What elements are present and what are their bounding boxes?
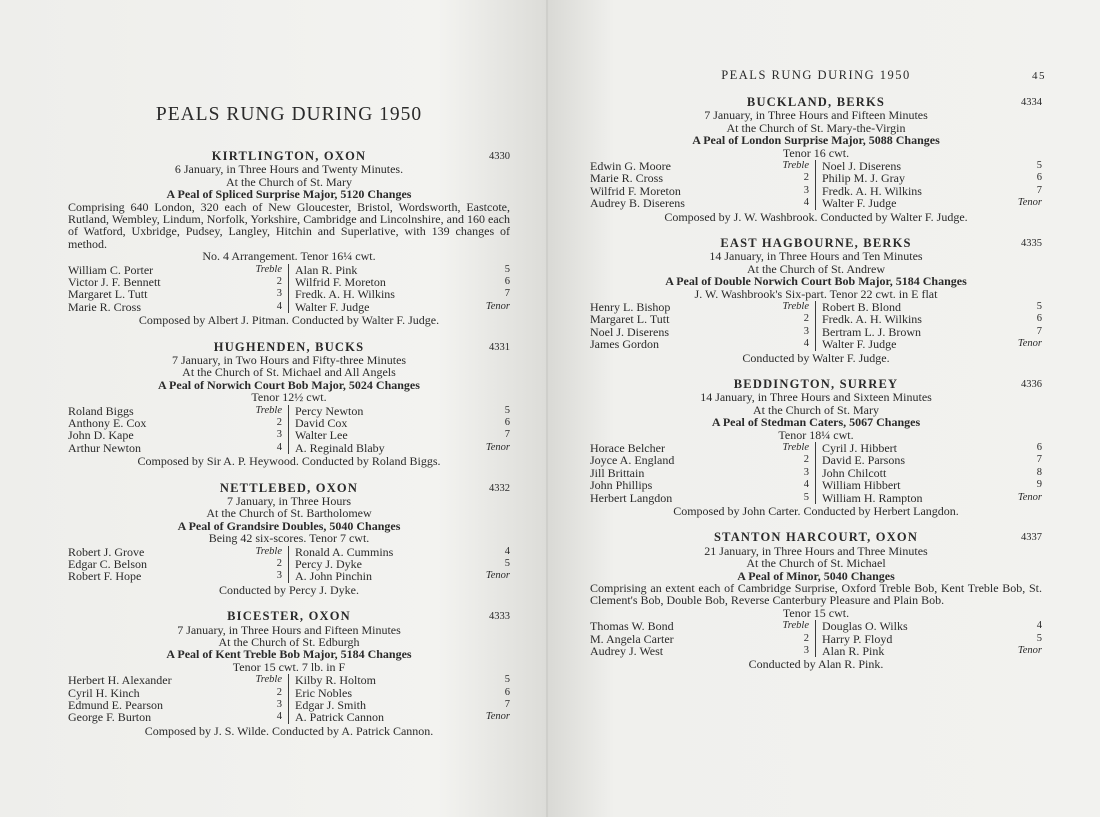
ringer-name: Marie R. Cross	[68, 299, 141, 314]
ringer-name: Percy Newton	[295, 403, 364, 418]
peal-date-line: 21 January, in Three Hours and Three Minutes	[704, 543, 928, 558]
ringer-bell: 5	[1036, 632, 1042, 644]
ringer-name: Roland Biggs	[68, 403, 134, 418]
ringer-bell: Tenor	[485, 300, 510, 312]
ringers-table	[590, 442, 1042, 504]
peal-number: 4333	[489, 611, 510, 623]
peal-heading	[68, 150, 510, 162]
ringers-column	[289, 546, 510, 583]
peal-heading	[68, 482, 510, 494]
ringer-name: John Chilcott	[822, 465, 887, 480]
ringer-row	[590, 492, 809, 504]
peal-date-line: 7 January, in Three Hours and Fifteen Minutes	[177, 622, 401, 637]
right-peal-list	[590, 96, 1042, 671]
ringer-row	[295, 442, 510, 454]
ringer-bell: 3	[276, 288, 282, 300]
ringer-bell: 5	[803, 491, 809, 503]
ringer-bell: Tenor	[485, 441, 510, 453]
ringers-column	[816, 160, 1042, 210]
ringer-name: Noel J. Diserens	[590, 324, 669, 339]
ringer-bell: 2	[276, 417, 282, 429]
ringer-row	[590, 338, 809, 350]
ringer-bell: 3	[803, 466, 809, 478]
ringer-row	[822, 492, 1042, 504]
peal-record	[68, 482, 510, 597]
ringer-bell: Treble	[782, 160, 809, 172]
ringer-name: Walter F. Judge	[822, 196, 897, 211]
ringer-bell: Treble	[255, 674, 282, 686]
ringers-column	[816, 620, 1042, 657]
ringer-name: Walter F. Judge	[822, 337, 897, 352]
ringer-name: Margaret L. Tutt	[68, 287, 148, 302]
ringer-name: William Hibbert	[822, 478, 901, 493]
ringer-row	[590, 620, 809, 632]
ringer-bell: 4	[276, 711, 282, 723]
ringer-row	[590, 479, 809, 491]
ringer-name: Eric Nobles	[295, 685, 352, 700]
ringer-name: John D. Kape	[68, 428, 134, 443]
ringer-bell: 7	[504, 288, 510, 300]
ringer-bell: 9	[1036, 479, 1042, 491]
ringer-name: John Phillips	[590, 478, 653, 493]
peal-place: BEDDINGTON, SURREY	[733, 377, 899, 391]
ringer-bell: 5	[1036, 301, 1042, 313]
peal-number: 4337	[1021, 532, 1042, 544]
ringers-table	[590, 301, 1042, 351]
ringer-name: James Gordon	[590, 337, 659, 352]
peal-church: At the Church of St. Michael and All Angels	[182, 365, 396, 380]
ringer-bell: 4	[1036, 620, 1042, 632]
peal-place: BUCKLAND, BERKS	[746, 95, 886, 109]
ringer-name: A. Patrick Cannon	[295, 710, 384, 725]
peal-date-line: 14 January, in Three Hours and Sixteen Minutes	[700, 390, 932, 405]
ringer-name: Audrey J. West	[590, 644, 664, 659]
ringer-name: M. Angela Carter	[590, 631, 674, 646]
ringer-bell: 6	[1036, 313, 1042, 325]
peal-method: A Peal of London Surprise Major, 5088 Changes	[692, 133, 940, 148]
ringers-column	[590, 301, 816, 351]
peal-record	[68, 341, 510, 468]
ringer-name: George F. Burton	[68, 710, 152, 725]
peal-number: 4332	[489, 482, 510, 494]
peal-place: BICESTER, OXON	[227, 609, 351, 624]
ringer-bell: 7	[504, 429, 510, 441]
ringers-table	[68, 546, 510, 583]
ringer-row	[822, 479, 1042, 491]
ringer-row	[822, 454, 1042, 466]
ringer-name: Alan R. Pink	[295, 262, 358, 277]
ringers-column	[289, 264, 510, 314]
ringers-column	[816, 442, 1042, 504]
peal-method: A Peal of Spliced Surprise Major, 5120 Changes	[166, 187, 412, 202]
ringer-name: William C. Porter	[68, 262, 154, 277]
ringer-bell: Treble	[782, 442, 809, 454]
peal-place: KIRTLINGTON, OXON	[211, 149, 367, 163]
peal-record	[68, 610, 510, 737]
ringer-row	[590, 645, 809, 657]
left-page	[0, 0, 548, 817]
ringers-table	[68, 405, 510, 455]
ringer-row	[68, 674, 282, 686]
peal-details: Comprising an extent each of Cambridge Surprise, Oxford Treble Bob, Kent Treble Bob, St. Clement's Bob, Double Bob, Reverse Canterbury Pleasure and Plain Bob.	[590, 581, 1042, 608]
ringer-name: Edwin G. Moore	[590, 159, 671, 174]
ringer-bell: Treble	[255, 545, 282, 557]
ringer-name: Robert F. Hope	[68, 569, 142, 584]
ringer-name: Fredk. A. H. Wilkins	[295, 287, 395, 302]
peal-credit: Composed by J. S. Wilde. Conducted by A. Patrick Cannon.	[144, 723, 434, 738]
ringer-bell: 3	[803, 645, 809, 657]
ringers-column	[68, 546, 289, 583]
ringer-bell: 3	[276, 699, 282, 711]
peal-place: HUGHENDEN, BUCKS	[213, 339, 365, 354]
ringer-bell: 4	[803, 338, 809, 350]
ringer-bell: 2	[803, 632, 809, 644]
ringer-bell: Treble	[255, 404, 282, 416]
ringer-row	[822, 313, 1042, 325]
ringer-name: Anthony E. Cox	[68, 416, 147, 431]
peal-method: A Peal of Kent Treble Bob Major, 5184 Changes	[166, 647, 412, 662]
peal-heading	[590, 237, 1042, 249]
ringer-row	[822, 338, 1042, 350]
peal-tenor: Tenor 12½ cwt.	[251, 390, 327, 405]
ringers-table	[68, 264, 510, 314]
peal-church: At the Church of St. Mary	[226, 174, 352, 189]
ringer-bell: 3	[276, 429, 282, 441]
peal-tenor: Being 42 six-scores. Tenor 7 cwt.	[208, 531, 370, 546]
ringer-name: Cyril J. Hibbert	[822, 441, 897, 456]
ringer-bell: Treble	[255, 263, 282, 275]
ringer-bell: 5	[504, 404, 510, 416]
peal-date-line: 14 January, in Three Hours and Ten Minutes	[709, 249, 923, 264]
ringer-name: William H. Rampton	[822, 490, 923, 505]
ringers-column	[68, 674, 289, 724]
ringer-row	[822, 620, 1042, 632]
peal-place: EAST HAGBOURNE, BERKS	[720, 236, 912, 250]
ringer-name: Harry P. Floyd	[822, 631, 893, 646]
ringer-bell: Tenor	[1017, 197, 1042, 209]
ringer-bell: 2	[803, 172, 809, 184]
peal-number: 4335	[1021, 238, 1042, 249]
ringer-name: Herbert H. Alexander	[68, 673, 172, 688]
ringer-row	[68, 429, 282, 441]
peal-heading	[590, 96, 1042, 108]
peal-date-line: 7 January, in Two Hours and Fifty-three Minutes	[171, 353, 407, 368]
left-peal-list	[68, 150, 510, 737]
ringer-row	[590, 172, 809, 184]
peal-method: A Peal of Minor, 5040 Changes	[737, 568, 895, 583]
ringer-bell: 4	[803, 479, 809, 491]
ringer-bell: 2	[276, 558, 282, 570]
ringer-name: Edgar J. Smith	[295, 698, 366, 713]
ringers-column	[816, 301, 1042, 351]
peal-credit: Composed by John Carter. Conducted by Herbert Langdon.	[673, 503, 959, 518]
ringer-bell: 3	[803, 325, 809, 337]
ringers-column	[68, 405, 289, 455]
ringer-bell: 3	[276, 570, 282, 582]
peal-number: 4336	[1021, 379, 1042, 390]
peal-church: At the Church of St. Edburgh	[218, 635, 360, 650]
ringer-name: Noel J. Diserens	[822, 159, 901, 174]
peal-credit: Conducted by Walter F. Judge.	[742, 350, 890, 365]
ringer-bell: Tenor	[1017, 491, 1042, 503]
right-page	[548, 0, 1100, 817]
ringers-table	[68, 674, 510, 724]
ringer-name: David E. Parsons	[822, 453, 905, 468]
ringer-bell: 4	[803, 197, 809, 209]
ringer-bell: 6	[504, 686, 510, 698]
ringer-bell: 5	[504, 558, 510, 570]
ringer-row	[68, 570, 282, 582]
peal-record	[68, 150, 510, 327]
peal-method: A Peal of Stedman Caters, 5067 Changes	[711, 415, 921, 430]
ringer-row	[822, 645, 1042, 657]
peal-heading	[68, 610, 510, 622]
peal-place: STANTON HARCOURT, OXON	[713, 530, 919, 545]
ringer-name: Thomas W. Bond	[590, 619, 674, 634]
ringer-bell: Tenor	[1017, 338, 1042, 350]
ringer-bell: Treble	[782, 301, 809, 313]
ringers-column	[289, 674, 510, 724]
ringer-bell: 8	[1036, 466, 1042, 478]
ringer-row	[295, 288, 510, 300]
peal-tenor: Tenor 15 cwt.	[782, 605, 850, 620]
ringer-name: Wilfrid F. Moreton	[590, 183, 681, 198]
peal-method: A Peal of Grandsire Doubles, 5040 Changes	[177, 518, 401, 533]
ringer-row	[68, 301, 282, 313]
ringer-name: Cyril H. Kinch	[68, 685, 140, 700]
peal-date-line: 7 January, in Three Hours and Fifteen Minutes	[704, 108, 928, 123]
ringer-row	[68, 711, 282, 723]
peal-credit: Composed by Sir A. P. Heywood. Conducted by Roland Biggs.	[137, 454, 441, 469]
ringer-row	[295, 429, 510, 441]
ringer-bell: 4	[276, 300, 282, 312]
page-number: 45	[1032, 70, 1046, 82]
ringer-bell: 6	[504, 276, 510, 288]
peal-church: At the Church of St. Andrew	[747, 261, 885, 276]
ringer-name: A. John Pinchin	[295, 569, 373, 584]
ringer-name: Kilby R. Holtom	[295, 673, 377, 688]
peal-church: At the Church of St. Michael	[746, 556, 886, 571]
ringer-name: Ronald A. Cummins	[295, 544, 394, 559]
ringer-name: Fredk. A. H. Wilkins	[822, 183, 922, 198]
peal-number: 4334	[1021, 97, 1042, 108]
ringer-bell: 2	[803, 313, 809, 325]
peal-church: At the Church of St. Bartholomew	[206, 506, 372, 521]
ringer-bell: Tenor	[485, 711, 510, 723]
peal-place: NETTLEBED, OXON	[219, 480, 359, 495]
ringers-column	[289, 405, 510, 455]
ringer-bell: 6	[1036, 442, 1042, 454]
ringer-bell: Tenor	[1017, 645, 1042, 657]
peal-details: Comprising 640 London, 320 each of New Gloucester, Bristol, Wordsworth, Eastcote, Rutland, Wembley, Lindum, Norfolk, Yorkshire, Cambridge and Lincolnshire, and 160 each of Watford, Uxbridge, Pudsey, Langley, Hitchin and Superlative, with 139 changes of method.	[68, 199, 510, 251]
peal-record	[590, 378, 1042, 517]
ringers-table	[590, 620, 1042, 657]
ringer-row	[590, 454, 809, 466]
peal-record	[590, 237, 1042, 364]
ringer-name: Alan R. Pink	[822, 644, 885, 659]
ringer-row	[68, 288, 282, 300]
ringer-bell: 7	[1036, 454, 1042, 466]
ringers-column	[590, 160, 816, 210]
ringer-bell: 6	[504, 417, 510, 429]
ringer-row	[295, 301, 510, 313]
peal-credit: Conducted by Alan R. Pink.	[748, 657, 884, 672]
peal-heading	[590, 378, 1042, 390]
ringer-name: David Cox	[295, 416, 348, 431]
ringer-name: Edmund E. Pearson	[68, 698, 163, 713]
ringer-name: Bertram L. J. Brown	[822, 324, 921, 339]
ringer-bell: 6	[1036, 172, 1042, 184]
ringer-name: Robert B. Blond	[822, 300, 902, 315]
ringer-bell: 4	[504, 545, 510, 557]
peal-number: 4330	[489, 151, 510, 162]
peal-tenor: Tenor 16 cwt.	[782, 145, 850, 160]
peal-method: A Peal of Norwich Court Bob Major, 5024 Changes	[158, 377, 420, 392]
ringer-name: Marie R. Cross	[590, 171, 663, 186]
ringer-name: Arthur Newton	[68, 440, 141, 455]
peal-heading	[68, 341, 510, 353]
ringer-name: Horace Belcher	[590, 441, 665, 456]
ringer-row	[295, 570, 510, 582]
peal-church: At the Church of St. Mary	[753, 402, 879, 417]
ringer-bell: 3	[803, 184, 809, 196]
peal-credit: Composed by J. W. Washbrook. Conducted by Walter F. Judge.	[664, 209, 968, 224]
ringer-bell: 7	[1036, 325, 1042, 337]
ringer-name: Audrey B. Diserens	[590, 196, 685, 211]
ringer-row	[295, 711, 510, 723]
ringer-name: Douglas O. Wilks	[822, 619, 908, 634]
ringers-column	[590, 442, 816, 504]
running-head	[590, 68, 1046, 84]
ringer-row	[822, 172, 1042, 184]
ringer-bell: 2	[276, 686, 282, 698]
running-head-title: PEALS RUNG DURING 1950	[721, 68, 911, 82]
ringer-name: Victor J. F. Bennett	[68, 275, 161, 290]
peal-heading	[590, 531, 1042, 543]
peal-method: A Peal of Double Norwich Court Bob Major, 5184 Changes	[665, 274, 967, 289]
ringer-name: Percy J. Dyke	[295, 557, 362, 572]
ringer-row	[68, 442, 282, 454]
peal-number: 4331	[489, 341, 510, 353]
ringer-row	[590, 313, 809, 325]
ringer-bell: 5	[504, 674, 510, 686]
page-title: PEALS RUNG DURING 1950	[155, 104, 423, 125]
ringers-table	[590, 160, 1042, 210]
peal-record	[590, 531, 1042, 670]
peal-date-line: 7 January, in Three Hours	[227, 494, 351, 509]
ringer-bell: 2	[276, 276, 282, 288]
peal-credit: Composed by Albert J. Pitman. Conducted by Walter F. Judge.	[138, 313, 440, 328]
ringer-bell: 4	[276, 441, 282, 453]
ringer-bell: Tenor	[485, 570, 510, 582]
ringers-column	[68, 264, 289, 314]
ringer-name: A. Reginald Blaby	[295, 440, 385, 455]
ringer-name: Robert J. Grove	[68, 544, 145, 559]
ringers-column	[590, 620, 816, 657]
ringer-name: Fredk. A. H. Wilkins	[822, 312, 922, 327]
ringer-name: Walter F. Judge	[295, 299, 370, 314]
peal-church: At the Church of St. Mary-the-Virgin	[726, 120, 906, 135]
peal-arrangement: No. 4 Arrangement. Tenor 16¼ cwt.	[202, 249, 376, 264]
ringer-bell: 7	[504, 699, 510, 711]
ringer-name: Margaret L. Tutt	[590, 312, 670, 327]
ringer-name: Edgar C. Belson	[68, 557, 147, 572]
peal-tenor: J. W. Washbrook's Six-part. Tenor 22 cwt. in E flat	[694, 286, 938, 301]
ringer-row	[590, 197, 809, 209]
ringer-name: Jill Brittain	[590, 465, 645, 480]
ringer-name: Philip M. J. Gray	[822, 171, 906, 186]
ringer-name: Walter Lee	[295, 428, 348, 443]
peal-record	[590, 96, 1042, 223]
peal-tenor: Tenor 15 cwt. 7 lb. in F	[232, 659, 346, 674]
ringer-row	[295, 674, 510, 686]
ringer-name: Henry L. Bishop	[590, 300, 671, 315]
peal-date-line: 6 January, in Three Hours and Twenty Minutes.	[174, 162, 404, 177]
peal-credit: Conducted by Percy J. Dyke.	[219, 582, 359, 597]
ringer-row	[822, 197, 1042, 209]
peal-tenor: Tenor 18¼ cwt.	[778, 427, 854, 442]
ringer-name: Joyce A. England	[590, 453, 675, 468]
ringer-bell: 7	[1036, 184, 1042, 196]
ringer-name: Herbert Langdon	[590, 490, 673, 505]
ringer-bell: 2	[803, 454, 809, 466]
ringer-bell: 5	[504, 263, 510, 275]
ringer-bell: Treble	[782, 620, 809, 632]
ringer-bell: 5	[1036, 160, 1042, 172]
ringer-name: Wilfrid F. Moreton	[295, 275, 386, 290]
